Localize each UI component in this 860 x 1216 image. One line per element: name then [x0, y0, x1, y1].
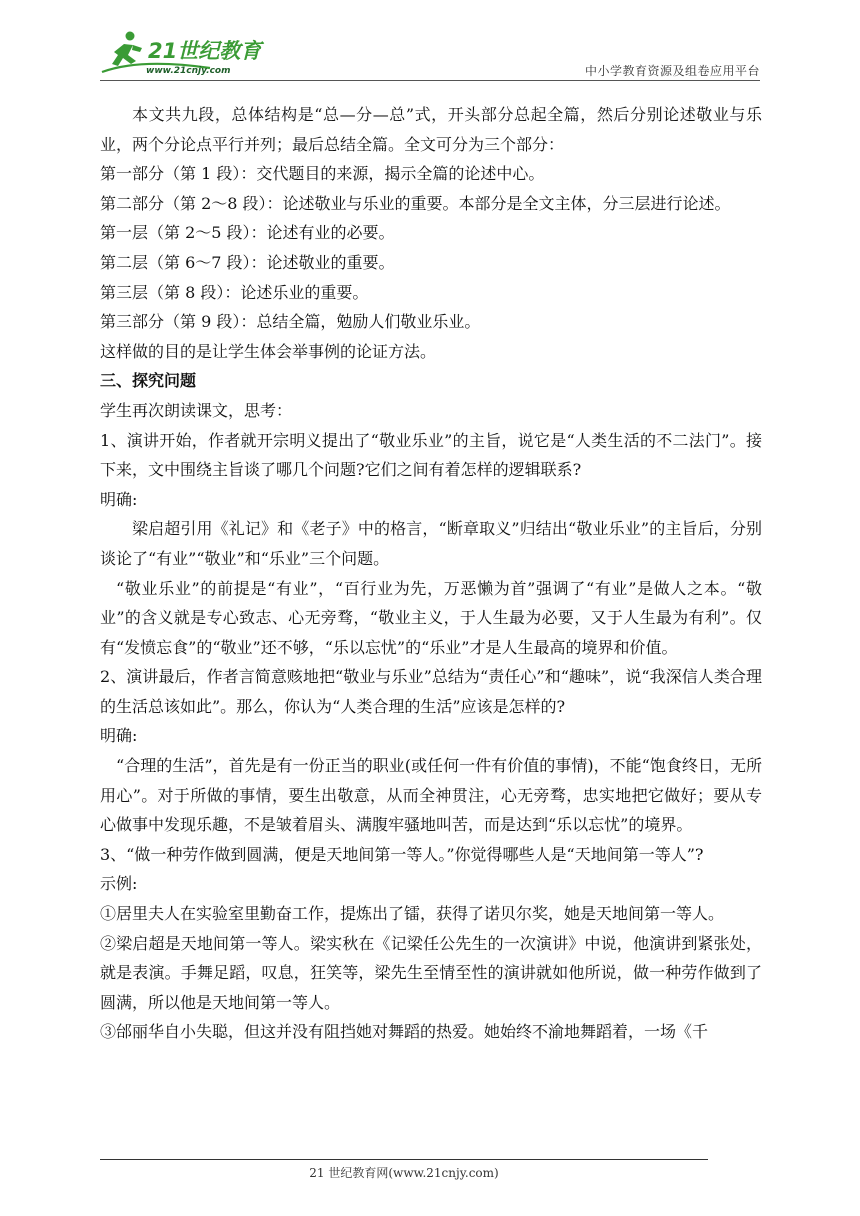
footer-divider [100, 1159, 708, 1160]
example-label: 示例: [100, 874, 138, 894]
page-footer: 21 世纪教育网(www.21cnjy.com) [309, 1166, 499, 1180]
example-item: ③邰丽华自小失聪，但这并没有阻挡她对舞蹈的热爱。她始终不渝地舞蹈着，一场《千 [100, 1022, 709, 1042]
example-item: ②梁启超是天地间第一等人。梁实秋在《记梁任公先生的一次演讲》中说，他演讲到紧张处，就是表演。手舞足蹈，叹息，狂笑等，梁先生至情至性的演讲就如他所说，做一种劳作做到了圆满，所以他是天地间第一等人。 [100, 933, 762, 1012]
header-platform-text: 中小学教育资源及组卷应用平台 [584, 64, 760, 78]
paragraph: 这样做的目的是让学生体会举事例的论证方法。 [100, 341, 437, 361]
question-paragraph: 1、演讲开始，作者就开宗明义提出了“敬业乐业”的主旨，说它是“人类生活的不二法门”。接下来，文中围绕主旨谈了哪几个问题?它们之间有着怎样的逻辑联系? [100, 430, 762, 480]
question-paragraph: 2、演讲最后，作者言简意赅地把“敬业与乐业”总结为“责任心”和“趣味”，说“我深信人类合理的生活总该如此”。那么，你认为“人类合理的生活”应该是怎样的? [100, 667, 762, 716]
paragraph: 第二部分（第 2～8 段）：论述敬业与乐业的重要。本部分是全文主体，分三层进行论述。 [100, 193, 731, 213]
paragraph: 第二层（第 6～7 段）：论述敬业的重要。 [100, 252, 395, 272]
answer-label: 明确: [100, 726, 138, 746]
paragraph: 梁启超引用《礼记》和《老子》中的格言，“断章取义”归结出“敬业乐业”的主旨后，分别谈论了“有业”“敬业”和“乐业”三个问题。 [100, 519, 762, 568]
paragraph: “合理的生活”，首先是有一份正当的职业(或任何一件有价值的事情)，不能“饱食终日，无所用心”。对于所做的事情，要生出敬意，从而全神贯注，心无旁骛，忠实地把它做好；要从专心做事中发现乐趣，不是皱着眉头、满腹牢骚地叫苦，而是达到“乐以忘忧”的境界。 [100, 756, 762, 835]
paragraph: 第三层（第 8 段）：论述乐业的重要。 [100, 282, 369, 302]
paragraph: “敬业乐业”的前提是“有业”，“百行业为先，万恶懒为首”强调了“有业”是做人之本。“敬业”的含义就是专心致志、心无旁骛，“敬业主义，于人生最为必要，又于人生最为有利”。仅有“发愤忘食”的“敬业”还不够，“乐以忘忧”的“乐业”才是人生最高的境界和价值。 [100, 578, 762, 657]
logo-main-text: 21世纪教育 [148, 39, 262, 63]
site-logo [100, 28, 270, 82]
paragraph: 本文共九段，总体结构是“总—分—总”式，开头部分总起全篇，然后分别论述敬业与乐业，两个分论点平行并列；最后总结全篇。全文可分为三个部分： [100, 105, 762, 154]
page-header [100, 28, 760, 82]
paragraph: 学生再次朗读课文，思考： [100, 400, 293, 420]
header-divider [100, 80, 760, 81]
paragraph: 第一层（第 2～5 段）：论述有业的必要。 [100, 223, 395, 243]
example-item: ①居里夫人在实验室里勤奋工作，提炼出了镭，获得了诺贝尔奖，她是天地间第一等人。 [100, 904, 725, 924]
question-paragraph: 3、“做一种劳作做到圆满，便是天地间第一等人。”你觉得哪些人是“天地间第一等人”? [100, 844, 704, 864]
paragraph: 第一部分（第 1 段）：交代题目的来源，揭示全篇的论述中心。 [100, 164, 545, 184]
section-heading: 三、探究问题 [100, 371, 197, 391]
logo-sub-text: www.21cnjy.com [146, 66, 231, 76]
document-body [100, 100, 762, 1047]
answer-label: 明确: [100, 489, 138, 509]
paragraph: 第三部分（第 9 段）：总结全篇，勉励人们敬业乐业。 [100, 312, 481, 332]
